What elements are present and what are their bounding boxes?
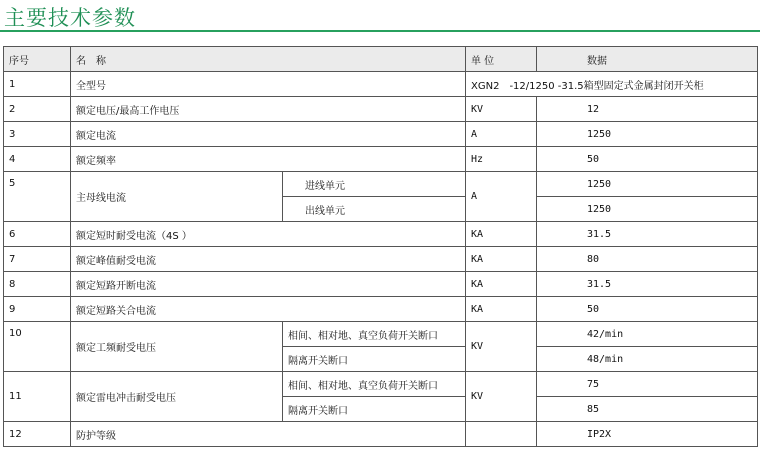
row-no: 10 [4,322,71,372]
row-sub-label: 相间、相对地、真空负荷开关断口 [283,322,466,347]
row-no: 8 [4,272,71,297]
table-row [4,122,758,147]
row-no: 7 [4,247,71,272]
row-value: 1250 [537,122,758,147]
table-row [4,422,758,447]
row-name: 额定短时耐受电流（4S ） [71,222,466,247]
table-row [4,322,758,347]
table-row [4,272,758,297]
row-unit: KV [466,97,537,122]
row-value: 85 [537,397,758,422]
row-sub-label: 出线单元 [283,197,466,222]
table-row [4,372,758,397]
row-sub-label: 隔离开关断口 [283,347,466,372]
row-value: 42/min [537,322,758,347]
row-value: IP2X [537,422,758,447]
row-name: 额定短路关合电流 [71,297,466,322]
table-row [4,147,758,172]
row-value: 48/min [537,347,758,372]
row-no: 12 [4,422,71,447]
row-name: 防护等级 [71,422,466,447]
header-row [4,47,758,72]
row-unit: A [466,122,537,147]
row-value: 50 [537,147,758,172]
row-name: 全型号 [71,72,466,97]
header-value: 数据 [537,47,758,72]
row-name: 额定短路开断电流 [71,272,466,297]
table-row [4,172,758,197]
table-row [4,72,758,97]
row-unit: KA [466,247,537,272]
row-name: 额定工频耐受电压 [71,322,283,372]
row-unit: KV [466,372,537,422]
row-no: 4 [4,147,71,172]
row-unit: A [466,172,537,222]
row-no: 2 [4,97,71,122]
row-sub-label: 相间、相对地、真空负荷开关断口 [283,372,466,397]
row-name: 额定峰值耐受电流 [71,247,466,272]
row-unit: KV [466,322,537,372]
row-name: 主母线电流 [71,172,283,222]
row-unit: KA [466,272,537,297]
row-sub-label: 进线单元 [283,172,466,197]
row-model: XGN2 -12/1250 -31.5箱型固定式金属封闭开关柜 [466,72,758,97]
page-title: 主要技术参数 [4,6,136,30]
row-no: 11 [4,372,71,422]
row-value: 12 [537,97,758,122]
row-no: 6 [4,222,71,247]
row-value: 1250 [537,197,758,222]
row-value: 31.5 [537,222,758,247]
header-unit: 单 位 [466,47,537,72]
row-no: 9 [4,297,71,322]
parameters-table [3,46,758,447]
row-name: 额定电流 [71,122,466,147]
row-no: 5 [4,172,71,222]
row-name: 额定电压/最高工作电压 [71,97,466,122]
row-no: 1 [4,72,71,97]
header-no: 序号 [4,47,71,72]
row-value: 31.5 [537,272,758,297]
row-unit: KA [466,297,537,322]
row-unit: KA [466,222,537,247]
row-name: 额定雷电冲击耐受电压 [71,372,283,422]
row-sub-label: 隔离开关断口 [283,397,466,422]
row-unit: Hz [466,147,537,172]
table-row [4,97,758,122]
row-value: 75 [537,372,758,397]
table-row [4,247,758,272]
table-row [4,222,758,247]
header-name: 名 称 [71,47,466,72]
row-name: 额定频率 [71,147,466,172]
row-value: 80 [537,247,758,272]
row-no: 3 [4,122,71,147]
row-value: 1250 [537,172,758,197]
row-value: 50 [537,297,758,322]
row-unit [466,422,537,447]
title-underline [0,30,760,32]
table-row [4,297,758,322]
